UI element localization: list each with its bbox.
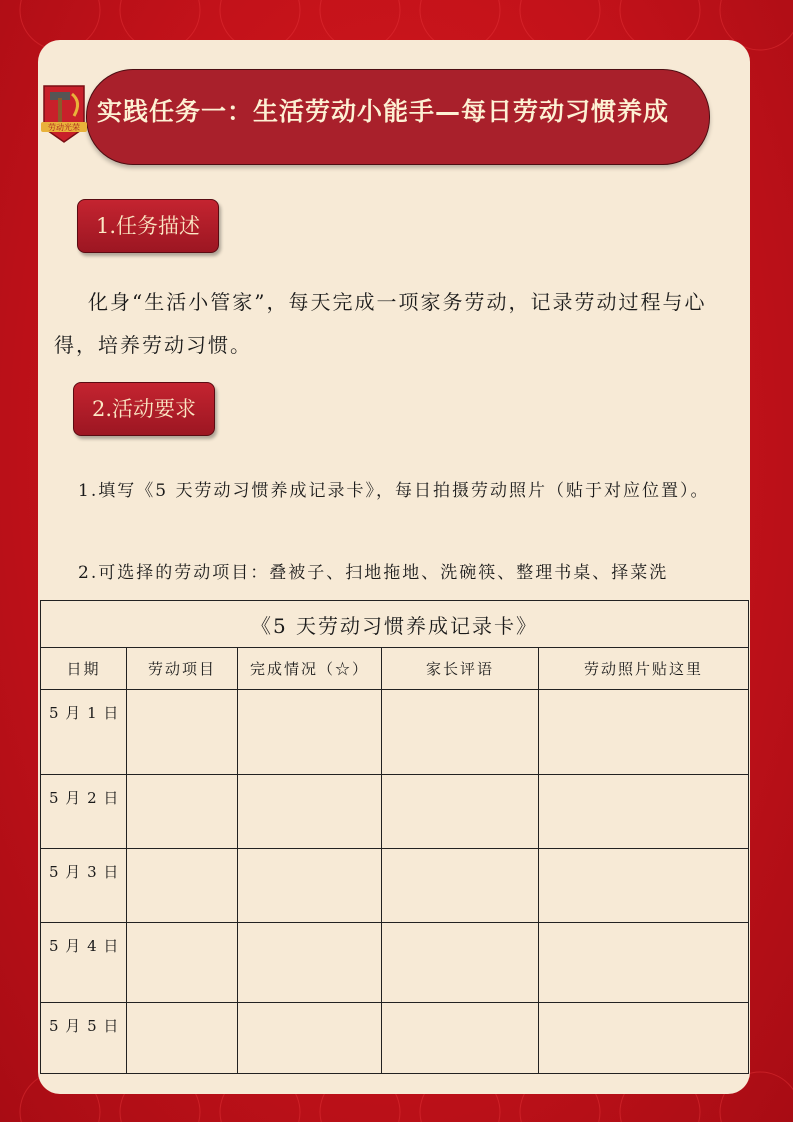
date-cell: 5 月 5 日 bbox=[41, 1003, 127, 1074]
record-card-table bbox=[40, 600, 749, 1074]
completion-cell[interactable] bbox=[238, 775, 382, 849]
header-photo: 劳动照片贴这里 bbox=[539, 648, 749, 690]
parent-comment-cell[interactable] bbox=[382, 1003, 539, 1074]
completion-cell[interactable] bbox=[238, 923, 382, 1003]
photo-cell[interactable] bbox=[539, 775, 749, 849]
completion-cell[interactable] bbox=[238, 690, 382, 775]
title-banner bbox=[86, 69, 710, 165]
labor-item-cell[interactable] bbox=[127, 849, 238, 923]
badge-label: 劳动光荣 bbox=[48, 123, 80, 132]
date-cell: 5 月 4 日 bbox=[41, 923, 127, 1003]
labor-item-cell[interactable] bbox=[127, 923, 238, 1003]
header-labor-item: 劳动项目 bbox=[127, 648, 238, 690]
record-card-title: 《5 天劳动习惯养成记录卡》 bbox=[41, 601, 749, 648]
page-title: 实践任务一：生活劳动小能手—每日劳动习惯养成 bbox=[97, 97, 670, 126]
section-tag-task-description: 1.任务描述 bbox=[77, 199, 219, 253]
parent-comment-cell[interactable] bbox=[382, 775, 539, 849]
content-card bbox=[38, 40, 750, 1094]
date-cell: 5 月 3 日 bbox=[41, 849, 127, 923]
requirement-item-1: 1.填写《5 天劳动习惯养成记录卡》，每日拍摄劳动照片（贴于对应位置）。 bbox=[78, 481, 710, 501]
header-completion: 完成情况（☆） bbox=[238, 648, 382, 690]
photo-cell[interactable] bbox=[539, 923, 749, 1003]
task-description-text: 化身“生活小管家”，每天完成一项家务劳动，记录劳动过程与心得，培养劳动习惯。 bbox=[54, 290, 707, 357]
requirement-item-2: 2.可选择的劳动项目：叠被子、扫地拖地、洗碗筷、整理书桌、择菜洗 bbox=[78, 563, 669, 583]
photo-cell[interactable] bbox=[539, 1003, 749, 1074]
header-date: 日期 bbox=[41, 648, 127, 690]
labor-item-cell[interactable] bbox=[127, 1003, 238, 1074]
section-tag-activity-requirements: 2.活动要求 bbox=[73, 382, 215, 436]
date-cell: 5 月 2 日 bbox=[41, 775, 127, 849]
header-parent-comment: 家长评语 bbox=[382, 648, 539, 690]
labor-badge-icon bbox=[38, 82, 90, 146]
completion-cell[interactable] bbox=[238, 849, 382, 923]
labor-item-cell[interactable] bbox=[127, 775, 238, 849]
completion-cell[interactable] bbox=[238, 1003, 382, 1074]
parent-comment-cell[interactable] bbox=[382, 690, 539, 775]
parent-comment-cell[interactable] bbox=[382, 849, 539, 923]
photo-cell[interactable] bbox=[539, 849, 749, 923]
labor-item-cell[interactable] bbox=[127, 690, 238, 775]
photo-cell[interactable] bbox=[539, 690, 749, 775]
parent-comment-cell[interactable] bbox=[382, 923, 539, 1003]
date-cell: 5 月 1 日 bbox=[41, 690, 127, 775]
